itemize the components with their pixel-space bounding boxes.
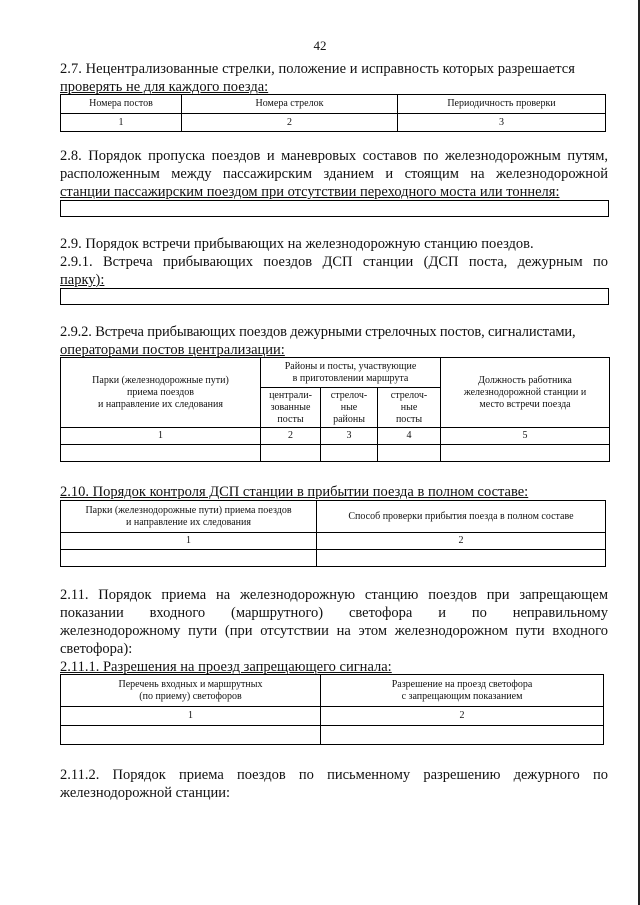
empty-cell xyxy=(261,445,321,462)
col-number: 2 xyxy=(261,428,321,445)
section-2-7 xyxy=(60,60,608,96)
section-2-8 xyxy=(60,147,608,201)
header-post-numbers: Номера постов xyxy=(61,95,182,114)
section-2-8-line2: расположенным между пассажирским зданием и стоящим на железнодорожной xyxy=(60,166,608,182)
header-line: железнодорожной станции и xyxy=(463,386,587,398)
col-number: 1 xyxy=(61,533,317,550)
header-check-frequency: Периодичность проверки xyxy=(398,95,606,114)
word: неправильному xyxy=(512,605,608,621)
answer-box-2-9-1 xyxy=(60,288,609,305)
section-2-7-line2: проверять не для каждого поезда: xyxy=(60,79,269,95)
header-line: место встречи поезда xyxy=(479,398,571,410)
header-line: и направление их следования xyxy=(98,398,223,410)
section-2-11-2-line2: железнодорожной станции: xyxy=(60,785,231,801)
header-line: посты xyxy=(395,413,423,425)
empty-cell xyxy=(317,550,606,567)
col-parks-header xyxy=(61,501,317,533)
table-2-9-2 xyxy=(60,357,610,462)
section-2-10 xyxy=(60,483,608,501)
header-line: посты xyxy=(277,413,304,425)
col-number: 2 xyxy=(182,114,398,132)
empty-cell xyxy=(441,445,610,462)
section-2-9-line3: парку): xyxy=(60,272,105,288)
header-line: и направление их следования xyxy=(126,516,251,528)
header-line: (по приему) светофоров xyxy=(139,690,242,702)
col-number: 3 xyxy=(321,428,378,445)
table-2-11-1 xyxy=(60,674,604,745)
header-line: Должность работника xyxy=(478,374,572,386)
col-number: 1 xyxy=(61,428,261,445)
col-number: 2 xyxy=(321,707,604,726)
col-signals-header xyxy=(61,675,321,707)
col-group-districts-header xyxy=(261,358,441,388)
col-number: 1 xyxy=(61,707,321,726)
col-number: 5 xyxy=(441,428,610,445)
section-2-11-2 xyxy=(60,766,608,802)
empty-cell xyxy=(378,445,441,462)
header-line: Парки (железнодорожные пути) xyxy=(92,374,229,386)
col-permission-header xyxy=(321,675,604,707)
header-line: стрелоч- xyxy=(330,389,368,401)
col-position-header xyxy=(441,358,610,428)
col-number: 4 xyxy=(378,428,441,445)
word: входного xyxy=(149,605,206,621)
section-2-11-line4: светофора): xyxy=(60,641,133,657)
section-2-9 xyxy=(60,235,608,289)
col-number: 2 xyxy=(317,533,606,550)
word: светофора xyxy=(348,605,413,621)
header-line: приема поездов xyxy=(127,386,194,398)
table-2-10 xyxy=(60,500,606,567)
word: показании xyxy=(60,605,124,621)
header-switch-numbers: Номера стрелок xyxy=(182,95,398,114)
section-2-9-2-line2: операторами постов централизации: xyxy=(60,342,285,358)
col-check-method-header: Способ проверки прибытия поезда в полном составе xyxy=(317,501,606,533)
header-line: ные xyxy=(340,401,358,413)
section-2-11 xyxy=(60,586,608,676)
word: по xyxy=(471,605,487,621)
col-number: 3 xyxy=(398,114,606,132)
col-parks-header xyxy=(61,358,261,428)
header-line: стрелоч- xyxy=(390,389,428,401)
empty-cell xyxy=(61,550,317,567)
section-2-9-line2: 2.9.1. Встреча прибывающих поездов ДСП станции (ДСП поста, дежурным по xyxy=(60,254,608,270)
header-line: зованные xyxy=(270,401,311,413)
section-2-8-line3: станции пассажирским поездом при отсутствии переходного моста или тоннеля: xyxy=(60,184,560,200)
header-line: централи- xyxy=(269,389,312,401)
table-2-7 xyxy=(60,94,606,132)
header-line: в приготовлении маршрута xyxy=(292,372,409,384)
header-line: ные xyxy=(400,401,418,413)
section-2-9-line1: 2.9. Порядок встречи прибывающих на железнодорожную станцию поездов. xyxy=(60,236,534,252)
section-2-11-1-line1: 2.11.1. Разрешения на проезд запрещающего сигнала: xyxy=(60,659,392,675)
subcol-switch-posts xyxy=(378,388,441,428)
header-line: районы xyxy=(333,413,365,425)
section-2-10-line1: 2.10. Порядок контроля ДСП станции в прибытии поезда в полном составе: xyxy=(60,484,529,500)
section-2-11-line3: железнодорожному пути (при отсутствии на этом железнодорожном пути входного xyxy=(60,623,608,639)
section-2-9-2 xyxy=(60,323,608,359)
subcol-switch-districts xyxy=(321,388,378,428)
section-2-11-line1: 2.11. Порядок приема на железнодорожную станцию поездов при запрещающем xyxy=(60,587,608,603)
header-line: Перечень входных и маршрутных xyxy=(118,678,263,690)
answer-box-2-8 xyxy=(60,200,609,217)
empty-cell xyxy=(61,445,261,462)
section-2-8-line1: 2.8. Порядок пропуска поездов и маневровых составов по железнодорожным путям, xyxy=(60,148,608,164)
word: (маршрутного) xyxy=(231,605,324,621)
section-2-9-2-line1: 2.9.2. Встреча прибывающих поездов дежурными стрелочных постов, сигналистами, xyxy=(60,324,576,340)
section-2-11-line2 xyxy=(60,604,608,622)
col-number: 1 xyxy=(61,114,182,132)
empty-cell xyxy=(321,726,604,745)
section-2-11-2-line1: 2.11.2. Порядок приема поездов по письменному разрешению дежурного по xyxy=(60,767,608,783)
header-line: Районы и посты, участвующие xyxy=(284,360,417,372)
header-line: Парки (железнодорожные пути) приема поездов xyxy=(85,504,292,516)
empty-cell xyxy=(321,445,378,462)
page-number: 42 xyxy=(313,38,327,53)
empty-cell xyxy=(61,726,321,745)
word: и xyxy=(438,605,446,621)
header-line: Разрешение на проезд светофора xyxy=(391,678,533,690)
header-line: с запрещающим показанием xyxy=(401,690,523,702)
section-2-7-line1: 2.7. Нецентрализованные стрелки, положение и исправность которых разрешается xyxy=(60,61,576,77)
subcol-centralized-posts xyxy=(261,388,321,428)
